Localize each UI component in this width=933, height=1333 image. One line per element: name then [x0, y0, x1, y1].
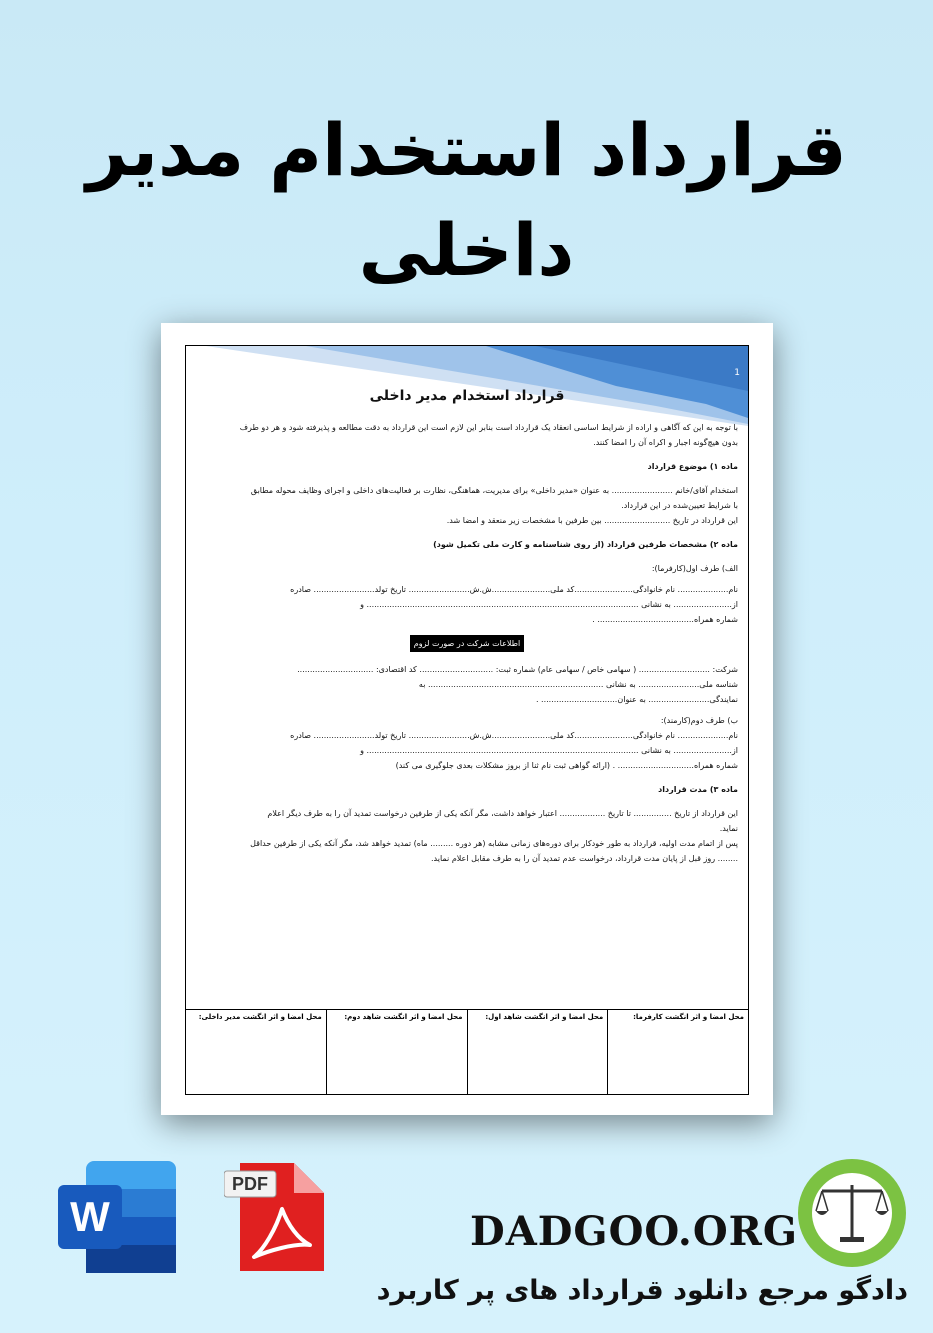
article-text: با شرایط تعیین‌شده در این قرارداد.: [621, 501, 738, 510]
svg-text:W: W: [70, 1193, 110, 1240]
article-text: استخدام آقای/خانم ........................ به عنوان «مدیر داخلی» برای مدیریت، هماهنگی، نظارت بر فعالیت‌های داخلی و اجرای وظایف محوله مطابق: [250, 486, 738, 495]
page-number: 1: [734, 368, 740, 378]
tagline: دادگو مرجع دانلود قرارداد های پر کاربرد: [376, 1275, 908, 1306]
scales-of-justice-logo: [786, 1155, 918, 1277]
party-label: الف) طرف اول(کارفرما):: [651, 564, 738, 573]
hero-title-line1: قرارداد استخدام مدیر: [86, 108, 847, 192]
form-line: شماره همراه...................................... .: [592, 615, 738, 624]
company-info-badge: اطلاعات شرکت در صورت لزوم: [410, 635, 524, 652]
signature-cell-witness2: محل امضا و اثر انگشت شاهد دوم:: [326, 1010, 467, 1094]
brand-name: DADGOO.ORG: [470, 1208, 799, 1255]
form-line: نام.................... نام خانوادگی.......................کد ملی.......................ش.ش........................ تاریخ تولد........................ صادره: [290, 585, 738, 594]
article-text: این قرارداد در تاریخ .......................... بین طرفین با مشخصات زیر منعقد و امضا شد.: [446, 516, 738, 525]
article-heading: ماده ۱) موضوع قرارداد: [647, 462, 738, 471]
article-text: نماید.: [719, 824, 738, 833]
form-line: نام.................... نام خانوادگی.......................کد ملی.......................ش.ش........................ تاریخ تولد........................ صادره: [290, 731, 738, 740]
word-icon: [58, 1161, 178, 1273]
signature-cell-employer: محل امضا و اثر انگشت کارفرما:: [607, 1010, 748, 1094]
form-line: شناسه ملی........................ به نشانی ..................................................................... به: [418, 680, 738, 689]
signature-cell-manager: محل امضا و اثر انگشت مدیر داخلی:: [198, 1013, 322, 1021]
article-text: پس از اتمام مدت اولیه، قرارداد به طور خودکار برای دوره‌های زمانی مشابه (هر دوره ......... ماه) تمدید خواهد شد، مگر آنکه یکی از طرفین حداقل: [250, 839, 738, 848]
form-line: شرکت: ............................ ( سهامی خاص / سهامی عام) شماره ثبت: ............................. کد اقتصادی: ..............................: [297, 665, 738, 674]
article-heading: ماده ۲) مشخصات طرفین قرارداد (از روی شناسنامه و کارت ملی تکمیل شود): [433, 540, 738, 549]
intro-text: با توجه به این که آگاهی و اراده از شرایط اساسی انعقاد یک قرارداد است بنابر این لازم است این قرارداد به دقت مطالعه و پذیرفته شود و هر دو طرف: [239, 423, 738, 432]
form-line: شماره همراه.............................. . (ارائه گواهی ثبت نام ثنا از بروز مشکلات بعدی جلوگیری می کند): [395, 761, 738, 770]
signature-cell-witness1: محل امضا و اثر انگشت شاهد اول:: [467, 1010, 608, 1094]
pdf-icon: [224, 1159, 328, 1277]
party-label: ب) طرف دوم(کارمند):: [660, 716, 738, 725]
document-body: [196, 386, 738, 866]
article-heading: ماده ۳) مدت قرارداد: [658, 785, 738, 794]
document-frame: [185, 345, 749, 1095]
form-line: از....................... به نشانی ........................................................................................................... و: [360, 600, 738, 609]
intro-text: بدون هیچ‌گونه اجبار و اکراه آن را امضا کنند.: [593, 438, 738, 447]
form-line: از....................... به نشانی ........................................................................................................... و: [360, 746, 738, 755]
document-preview: [161, 323, 773, 1115]
form-line: نمایندگی........................ به عنوان.............................. .: [535, 695, 738, 704]
document-title: قرارداد استخدام مدیر داخلی: [369, 388, 565, 404]
svg-text:PDF: PDF: [232, 1174, 268, 1194]
signature-table: [186, 1009, 748, 1094]
hero-title-line2: داخلی: [358, 208, 575, 292]
article-text: ........ روز قبل از پایان مدت قرارداد، درخواست عدم تمدید آن را به طرف مقابل اعلام نماید.: [431, 854, 738, 863]
article-text: این قرارداد از تاریخ ............... تا تاریخ .................. اعتبار خواهد داشت، مگر آنکه یکی از طرفین درخواست تمدید آن را به طرف دیگر اعلام: [267, 809, 738, 818]
